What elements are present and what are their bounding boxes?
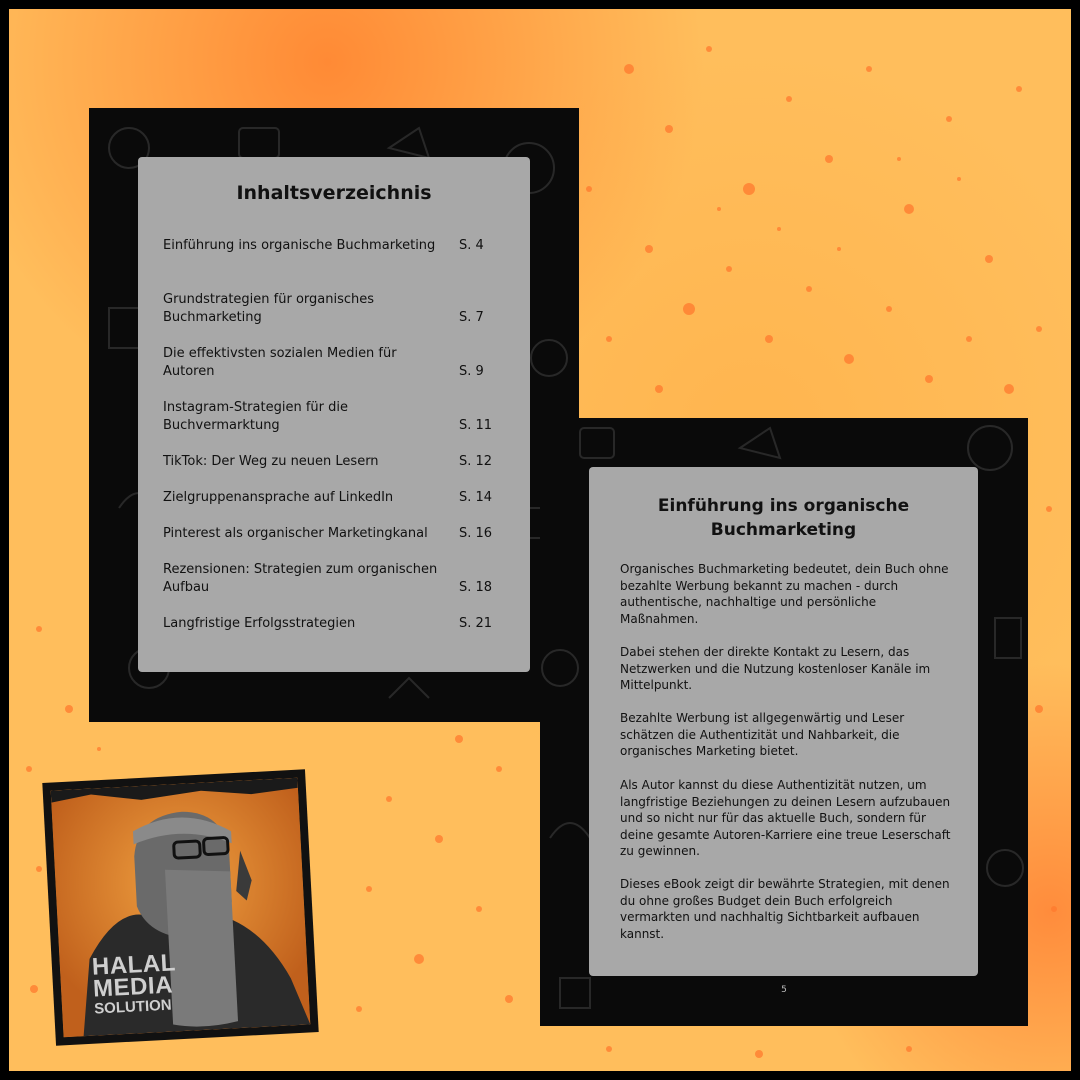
toc-item-page: S. 11 xyxy=(459,418,493,433)
intro-panel xyxy=(589,467,978,976)
toc-item[interactable] xyxy=(163,291,493,327)
intro-paragraph: Als Autor kannst du diese Authentizität nutzen, um langfristige Beziehungen zu deinen Lesern aufzubauen und so nicht nur für das aktuelle Buch, sondern für deine gesamte Autoren-Karriere eine treue Leserschaft zu gewinnen. xyxy=(620,778,951,859)
toc-item-title: TikTok: Der Weg zu neuen Lesern xyxy=(163,454,379,469)
toc-item-page: S. 18 xyxy=(459,580,493,595)
toc-item-page: S. 16 xyxy=(459,526,493,541)
intro-page xyxy=(540,418,1028,1026)
toc-item-page: S. 4 xyxy=(459,238,484,253)
toc-item-page: S. 12 xyxy=(459,454,493,469)
author-photo xyxy=(51,778,311,1038)
toc-item-page: S. 9 xyxy=(459,364,484,379)
toc-item[interactable] xyxy=(163,399,493,435)
toc-item-title: Zielgruppenansprache auf LinkedIn xyxy=(163,490,394,505)
logo-line: SOLUTION xyxy=(93,996,173,1018)
toc-item-title: Rezensionen: Strategien zum organischen Aufbau xyxy=(163,562,438,595)
toc-item[interactable] xyxy=(163,237,493,255)
author-photo-card xyxy=(42,769,318,1045)
toc-item[interactable] xyxy=(163,345,493,381)
toc-item-title: Die effektivsten sozialen Medien für Autoren xyxy=(163,346,397,379)
intro-paragraph: Dieses eBook zeigt dir bewährte Strategien, mit denen du ohne großes Budget dein Buch erfolgreich vermarkten und nachhaltig Sichtbarkeit aufbauen kannst. xyxy=(620,877,950,941)
toc-item[interactable] xyxy=(163,525,493,543)
toc-item[interactable] xyxy=(163,453,493,471)
intro-paragraph: Bezahlte Werbung ist allgegenwärtig und Leser schätzen die Authentizität und Nahbarkeit, die organisches Marketing bietet. xyxy=(620,711,905,759)
intro-title xyxy=(589,494,978,542)
logo-line: HALAL xyxy=(91,949,177,981)
intro-paragraph: Organisches Buchmarketing bedeutet, dein Buch ohne bezahlte Werbung bekannt zu machen - durch authentische, nachhaltige und persönliche Maßnahmen. xyxy=(620,562,949,626)
toc-item[interactable] xyxy=(163,561,493,597)
toc-item-title: Langfristige Erfolgsstrategien xyxy=(163,616,356,631)
toc-item-title: Pinterest als organischer Marketingkanal xyxy=(163,526,428,541)
logo-line: MEDIA xyxy=(92,971,174,1003)
toc-page xyxy=(89,108,579,722)
toc-item-page: S. 7 xyxy=(459,310,484,325)
toc-item-title: Einführung ins organische Buchmarketing xyxy=(163,238,436,253)
toc-panel xyxy=(138,157,530,672)
page-number: 5 xyxy=(781,985,787,995)
toc-item-title: Instagram-Strategien für die Buchvermarktung xyxy=(163,400,348,433)
toc-title: Inhaltsverzeichnis xyxy=(236,182,432,204)
intro-paragraph: Dabei stehen der direkte Kontakt zu Lesern, das Netzwerken und die Nutzung kostenloser Kanäle im Mittelpunkt. xyxy=(620,645,931,693)
toc-item-page: S. 21 xyxy=(459,616,493,631)
author-silhouette xyxy=(51,778,311,1038)
toc-item[interactable] xyxy=(163,615,493,633)
intro-title-line: Einführung ins organische xyxy=(657,496,910,516)
toc-item[interactable] xyxy=(163,489,493,507)
halal-media-logo xyxy=(91,949,178,1018)
background-canvas xyxy=(9,9,1071,1071)
toc-item-title: Grundstrategien für organisches Buchmarketing xyxy=(163,292,375,325)
intro-title-line: Buchmarketing xyxy=(710,520,857,540)
toc-item-page: S. 14 xyxy=(459,490,493,505)
